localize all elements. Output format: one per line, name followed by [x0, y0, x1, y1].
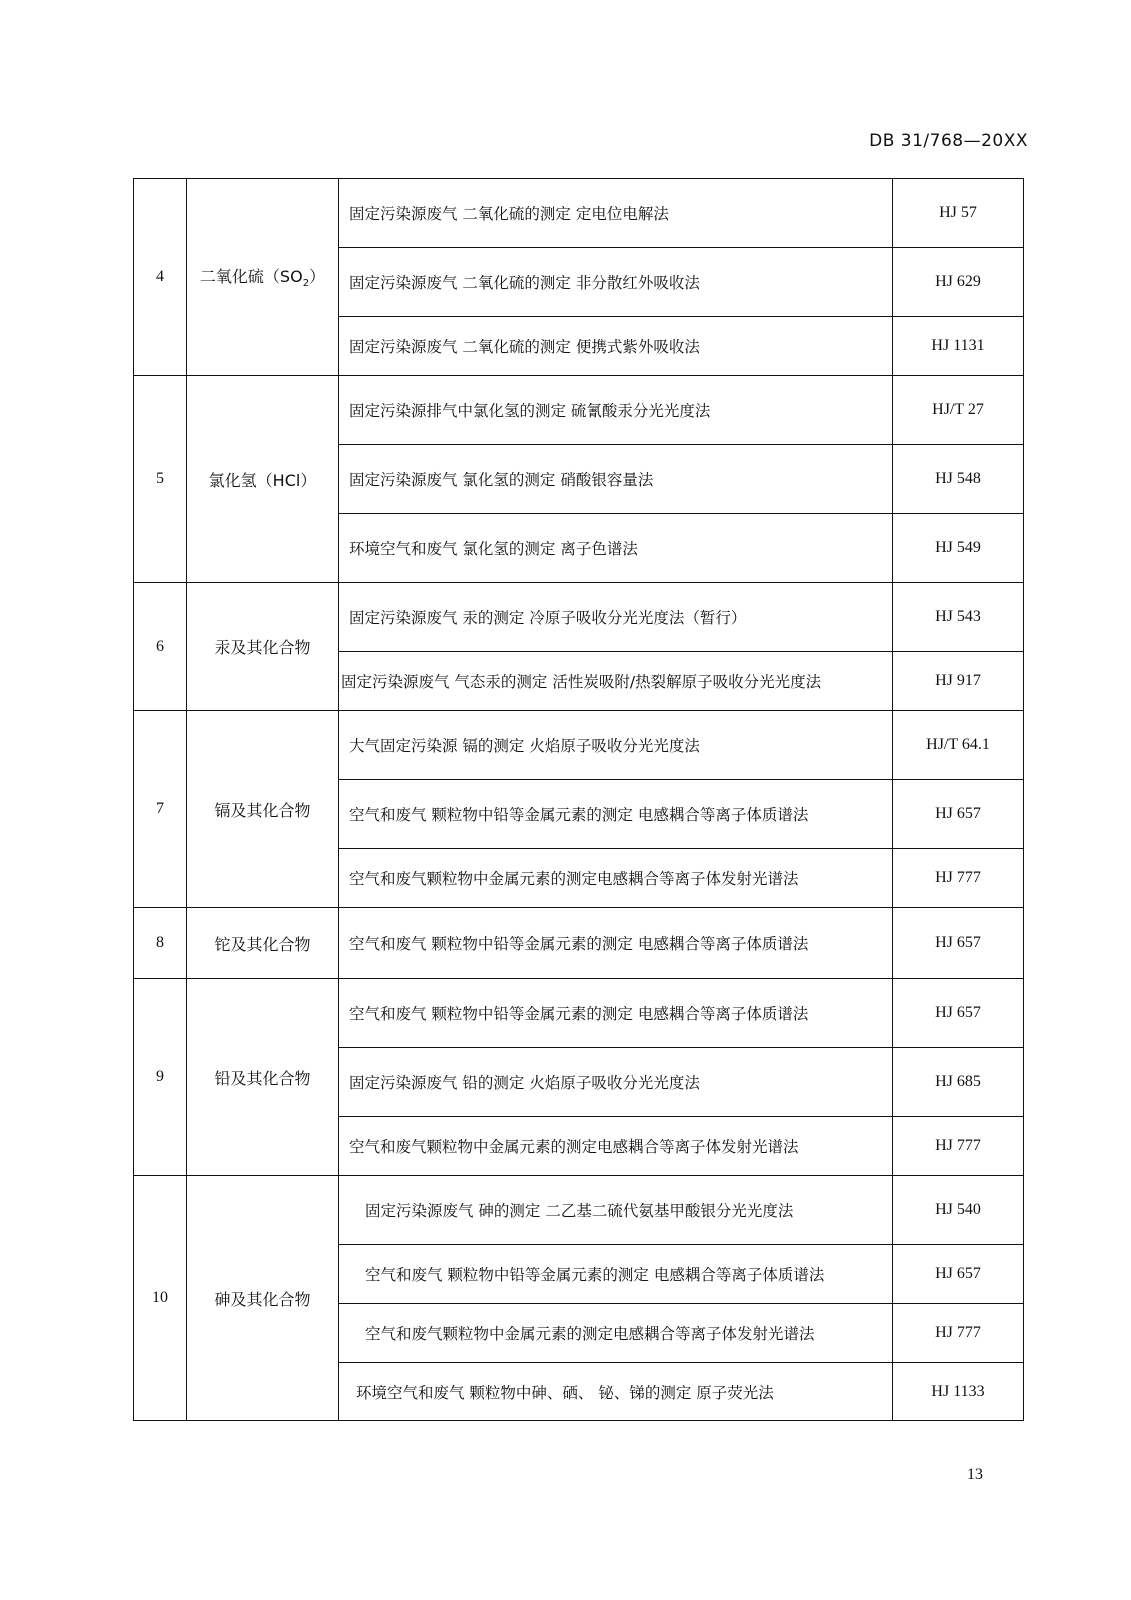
method-name: 环境空气和废气 颗粒物中砷、硒、 铋、锑的测定 原子荧光法 [339, 1363, 893, 1421]
method-name: 固定污染源排气中氯化氢的测定 硫氰酸汞分光光度法 [339, 376, 893, 445]
pollutant-name: 铅及其化合物 [187, 979, 339, 1176]
table-row [134, 376, 1024, 445]
standard-code: HJ 57 [893, 179, 1024, 248]
table-row [134, 179, 1024, 248]
page-number: 13 [967, 1466, 983, 1483]
standard-code: HJ 685 [893, 1048, 1024, 1117]
table-row [134, 979, 1024, 1048]
table-row [134, 711, 1024, 780]
method-name: 固定污染源废气 气态汞的测定 活性炭吸附/热裂解原子吸收分光光度法 [339, 652, 893, 711]
standard-code: HJ 657 [893, 1245, 1024, 1304]
method-name: 空气和废气 颗粒物中铅等金属元素的测定 电感耦合等离子体质谱法 [339, 908, 893, 979]
method-name: 固定污染源废气 氯化氢的测定 硝酸银容量法 [339, 445, 893, 514]
row-number: 6 [134, 583, 187, 711]
pollutant-name: 二氧化硫$(SO_2)$ [187, 179, 339, 376]
method-name: 环境空气和废气 氯化氢的测定 离子色谱法 [339, 514, 893, 583]
pollutant-name: 汞及其化合物 [187, 583, 339, 711]
standard-code: HJ 777 [893, 849, 1024, 908]
table-row [134, 1176, 1024, 1245]
row-number: 9 [134, 979, 187, 1176]
method-name: 固定污染源废气 砷的测定 二乙基二硫代氨基甲酸银分光光度法 [339, 1176, 893, 1245]
method-name: 空气和废气颗粒物中金属元素的测定电感耦合等离子体发射光谱法 [339, 1117, 893, 1176]
standard-code: HJ 540 [893, 1176, 1024, 1245]
method-name: 空气和废气颗粒物中金属元素的测定电感耦合等离子体发射光谱法 [339, 849, 893, 908]
pollutant-name: 镉及其化合物 [187, 711, 339, 908]
row-number: 5 [134, 376, 187, 583]
method-name: 固定污染源废气 二氧化硫的测定 便携式紫外吸收法 [339, 317, 893, 376]
standard-code: HJ 1133 [893, 1363, 1024, 1421]
standard-code: HJ 543 [893, 583, 1024, 652]
method-table [133, 178, 1024, 1421]
standard-code: HJ 777 [893, 1117, 1024, 1176]
document-code: DB 31/768—20XX [869, 131, 1028, 151]
standard-code: HJ 629 [893, 248, 1024, 317]
row-number: 7 [134, 711, 187, 908]
method-name: 空气和废气 颗粒物中铅等金属元素的测定 电感耦合等离子体质谱法 [339, 1245, 893, 1304]
row-number: 10 [134, 1176, 187, 1421]
standard-code: HJ 777 [893, 1304, 1024, 1363]
method-name: 固定污染源废气 汞的测定 冷原子吸收分光光度法（暂行） [339, 583, 893, 652]
standard-code: HJ 657 [893, 979, 1024, 1048]
method-name: 空气和废气 颗粒物中铅等金属元素的测定 电感耦合等离子体质谱法 [339, 979, 893, 1048]
standard-code: HJ 548 [893, 445, 1024, 514]
pollutant-name: 铊及其化合物 [187, 908, 339, 979]
standard-code: HJ/T 64.1 [893, 711, 1024, 780]
method-name: 固定污染源废气 二氧化硫的测定 非分散红外吸收法 [339, 248, 893, 317]
table-row [134, 583, 1024, 652]
standard-code: HJ 1131 [893, 317, 1024, 376]
standard-code: HJ/T 27 [893, 376, 1024, 445]
method-name: 空气和废气 颗粒物中铅等金属元素的测定 电感耦合等离子体质谱法 [339, 780, 893, 849]
table-row [134, 908, 1024, 979]
method-name: 固定污染源废气 二氧化硫的测定 定电位电解法 [339, 179, 893, 248]
method-name: 固定污染源废气 铅的测定 火焰原子吸收分光光度法 [339, 1048, 893, 1117]
pollutant-name: 氯化氢（HCl） [187, 376, 339, 583]
method-name: 大气固定污染源 镉的测定 火焰原子吸收分光光度法 [339, 711, 893, 780]
standard-code: HJ 657 [893, 908, 1024, 979]
row-number: 4 [134, 179, 187, 376]
standard-code: HJ 657 [893, 780, 1024, 849]
method-name: 空气和废气颗粒物中金属元素的测定电感耦合等离子体发射光谱法 [339, 1304, 893, 1363]
pollutant-name: 砷及其化合物 [187, 1176, 339, 1421]
standard-code: HJ 549 [893, 514, 1024, 583]
row-number: 8 [134, 908, 187, 979]
standard-code: HJ 917 [893, 652, 1024, 711]
